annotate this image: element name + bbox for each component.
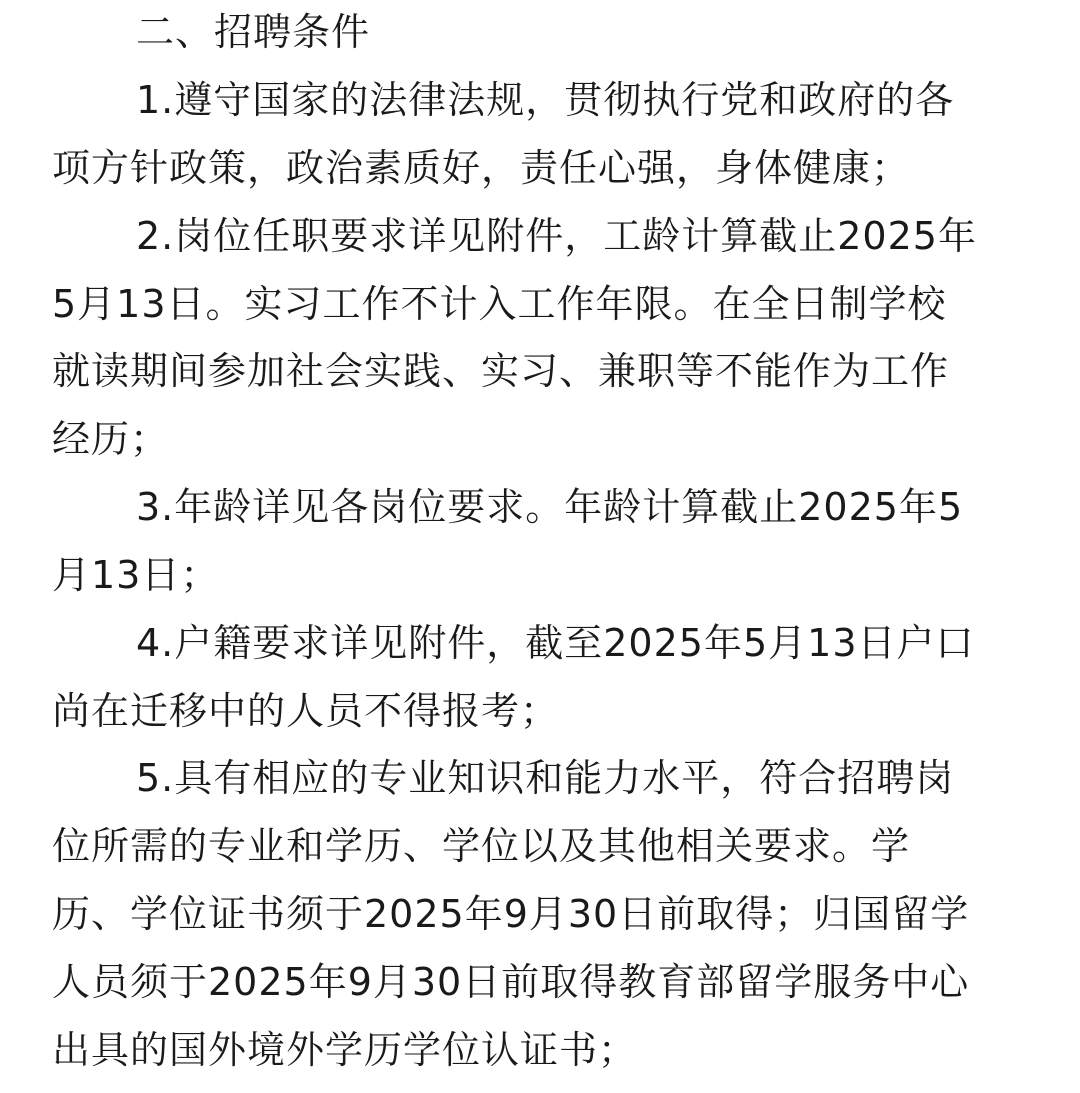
clause-5-line-5: 出具的国外境外学历学位认证书； bbox=[52, 1028, 638, 1072]
clause-2-line-4: 经历； bbox=[52, 417, 170, 461]
clause-2-line-3: 就读期间参加社会实践、实习、兼职等不能作为工作 bbox=[52, 349, 950, 393]
clause-4-line-1: 4.户籍要求详见附件，截至2025年5月13日户口 bbox=[136, 621, 975, 665]
clause-2-line-2: 5月13日。实习工作不计入工作年限。在全日制学校 bbox=[52, 282, 947, 326]
clause-5-line-3: 历、学位证书须于2025年9月30日前取得；归国留学 bbox=[52, 892, 970, 936]
clause-3-line-1: 3.年龄详见各岗位要求。年龄计算截止2025年5 bbox=[136, 485, 964, 529]
clause-4-line-2: 尚在迁移中的人员不得报考； bbox=[52, 689, 560, 733]
clause-5-line-4: 人员须于2025年9月30日前取得教育部留学服务中心 bbox=[52, 960, 970, 1004]
clause-1-line-1: 1.遵守国家的法律法规，贯彻执行党和政府的各 bbox=[136, 78, 955, 122]
clause-5-line-2: 位所需的专业和学历、学位以及其他相关要求。学 bbox=[52, 824, 911, 868]
clause-5-line-1: 5.具有相应的专业知识和能力水平，符合招聘岗 bbox=[136, 756, 955, 800]
clause-2-line-1: 2.岗位任职要求详见附件，工龄计算截止2025年 bbox=[136, 214, 977, 258]
section-heading: 二、招聘条件 bbox=[136, 10, 371, 54]
clause-3-line-2: 月13日； bbox=[52, 553, 220, 597]
clause-1-line-2: 项方针政策，政治素质好，责任心强，身体健康； bbox=[52, 146, 911, 190]
